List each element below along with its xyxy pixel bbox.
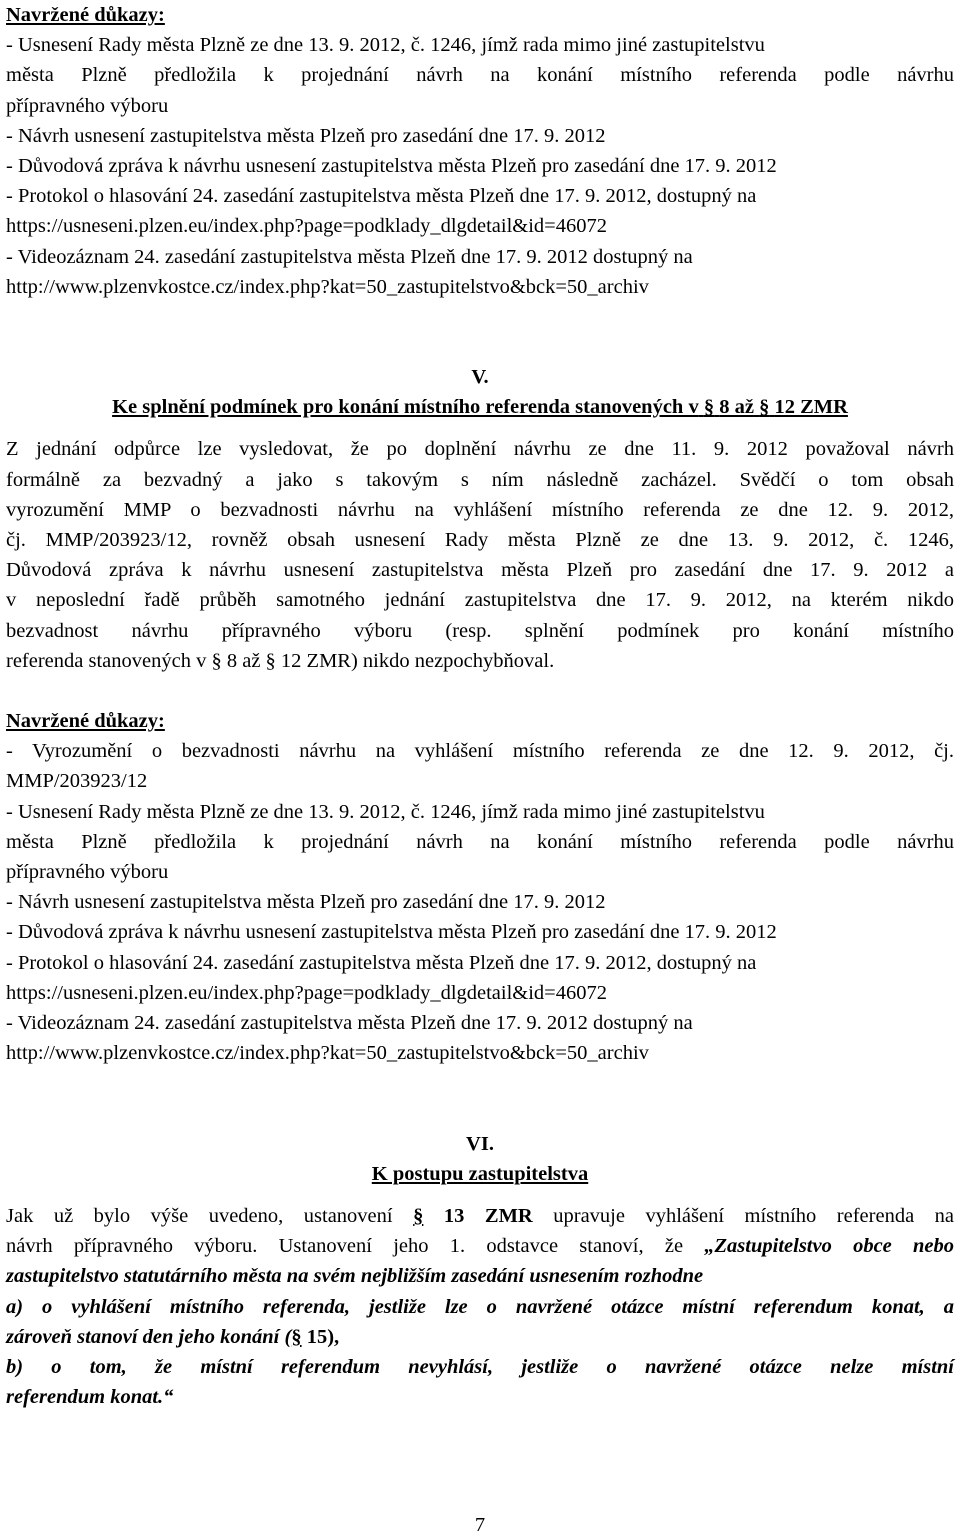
page-number: 7 <box>474 1514 486 1536</box>
quote-line: referendum konat.“ <box>6 1386 174 1409</box>
evidence-link: http://www.plzenvkostce.cz/index.php?kat=50_zastupitelstvo&bck=50_archiv <box>6 275 649 298</box>
evidence-line: - Usnesení Rady města Plzně ze dne 13. 9. 2012, č. 1246, jímž rada mimo jiné zastupitelstvu <box>6 800 765 823</box>
evidence-line: - Videozáznam 24. zasedání zastupitelstva města Plzeň dne 17. 9. 2012 dostupný na <box>6 245 693 268</box>
evidence-line: - Vyrozumění o bezvadnosti návrhu na vyhlášení místního referenda ze dne 12. 9. 2012, čj. <box>6 740 954 763</box>
section-title: K postupu zastupitelstva <box>371 1162 589 1185</box>
section-number: V. <box>471 366 489 389</box>
paragraph-line: Jak už bylo výše uvedeno, ustanovení § 13 ZMR upravuje vyhlášení místního referenda na <box>6 1204 955 1227</box>
evidence-line: - Důvodová zpráva k návrhu usnesení zastupitelstva města Plzeň pro zasedání dne 17. 9. 2012 <box>6 155 777 178</box>
quote-line: zároveň stanoví den jeho konání (§ 15), <box>6 1325 340 1348</box>
quote-line: b) o tom, že místní referendum nevyhlásí, jestliže o navržené otázce nelze místní <box>6 1355 954 1378</box>
evidence-heading: Navržené důkazy: <box>6 4 165 26</box>
section-paragraph: Z jednání odpůrce lze vysledovat, že po doplnění návrhu ze dne 11. 9. 2012 považoval návrh formálně za bezvadný a jako s takovým s ním následně zacházel. Svědčí o tom obsah vyrozumění MMP o bezvadnosti návrhu na vyhlášení místního referenda ze dne 12. 9. 2012, čj. MMP/203923/12, rovněž obsah usnesení Rady města Plzně ze dne 13. 9. 2012, č. 1246, Důvodová zpráva k návrhu usnesení zastupitelstva města Plzeň pro zasedání dne 17. 9. 2012 a v neposlední řadě průběh samotného jednání zastupitelstva dne 17. 9. 2012, na kterém nikdo bezvadnost návrhu přípravného výboru (resp. splnění podmínek pro konání místního referenda stanovených v § 8 až § 12 ZMR) nikdo nezpochybňoval. <box>6 438 954 672</box>
evidence-block-1 <box>6 0 954 302</box>
paragraph-line: návrh přípravného výboru. Ustanovení jeho 1. odstavce stanoví, že „Zastupitelstvo obce nebo <box>6 1235 954 1258</box>
evidence-heading: Navržené důkazy: <box>6 710 165 733</box>
section-vi <box>6 1129 954 1413</box>
quote-line: a) o vyhlášení místního referenda, jestliže lze o navržené otázce místní referendum konat, a <box>6 1295 954 1318</box>
evidence-line: - Důvodová zpráva k návrhu usnesení zastupitelstva města Plzeň pro zasedání dne 17. 9. 2012 <box>6 921 777 944</box>
section-number: VI. <box>466 1132 494 1155</box>
evidence-line: - Návrh usnesení zastupitelstva města Plzeň pro zasedání dne 17. 9. 2012 <box>6 124 606 147</box>
quote-line: zastupitelstvo statutárního města na svém nejbližším zasedání usnesením rozhodne <box>6 1265 704 1288</box>
evidence-line: přípravného výboru <box>6 94 169 117</box>
evidence-line: města Plzně předložila k projednání návrh na konání místního referenda podle návrhu <box>6 64 954 87</box>
evidence-line: - Usnesení Rady města Plzně ze dne 13. 9. 2012, č. 1246, jímž rada mimo jiné zastupitelstvu <box>6 34 765 57</box>
evidence-line: - Videozáznam 24. zasedání zastupitelstva města Plzeň dne 17. 9. 2012 dostupný na <box>6 1012 693 1035</box>
section-v <box>6 362 954 1068</box>
evidence-line: přípravného výboru <box>6 861 169 884</box>
evidence-line: města Plzně předložila k projednání návrh na konání místního referenda podle návrhu <box>6 830 954 853</box>
evidence-link: http://www.plzenvkostce.cz/index.php?kat=50_zastupitelstvo&bck=50_archiv <box>6 1042 649 1065</box>
evidence-link: https://usneseni.plzen.eu/index.php?page=podklady_dlgdetail&id=46072 <box>6 215 607 238</box>
evidence-line: - Návrh usnesení zastupitelstva města Plzeň pro zasedání dne 17. 9. 2012 <box>6 891 606 914</box>
evidence-line: MMP/203923/12 <box>6 770 148 793</box>
evidence-line: - Protokol o hlasování 24. zasedání zastupitelstva města Plzeň dne 17. 9. 2012, dostupný na <box>6 951 757 974</box>
section-title: Ke splnění podmínek pro konání místního referenda stanovených v § 8 až § 12 ZMR <box>112 396 848 419</box>
evidence-line: - Protokol o hlasování 24. zasedání zastupitelstva města Plzeň dne 17. 9. 2012, dostupný na <box>6 185 757 208</box>
document-page <box>6 0 954 1412</box>
evidence-link: https://usneseni.plzen.eu/index.php?page=podklady_dlgdetail&id=46072 <box>6 981 607 1004</box>
